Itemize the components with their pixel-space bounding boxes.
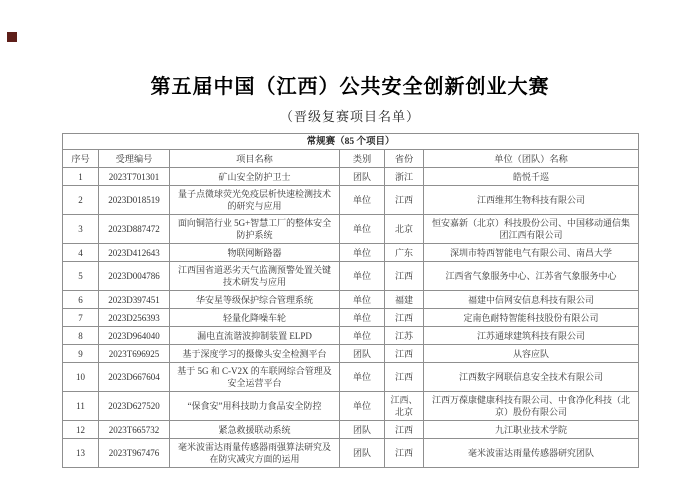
page-title: 第五届中国（江西）公共安全创新创业大赛 bbox=[150, 76, 550, 98]
column-header-acceptance_no: 受理编号 bbox=[99, 150, 170, 168]
column-header-row bbox=[63, 150, 639, 168]
cell-category: 单位 bbox=[340, 327, 385, 345]
cell-category: 团队 bbox=[340, 421, 385, 439]
cell-unit_name: 毫米波雷达雨量传感器研究团队 bbox=[424, 439, 639, 468]
table-row bbox=[63, 363, 639, 392]
cell-unit_name: 从容应队 bbox=[424, 345, 639, 363]
cell-serial: 10 bbox=[63, 363, 99, 392]
cell-province: 北京 bbox=[385, 215, 424, 244]
column-header-project_name: 项目名称 bbox=[170, 150, 340, 168]
cell-project_name: 基于深度学习的摄像头安全检测平台 bbox=[170, 345, 340, 363]
cell-serial: 6 bbox=[63, 291, 99, 309]
table-row bbox=[63, 421, 639, 439]
table-row bbox=[63, 309, 639, 327]
cell-acceptance_no: 2023D627520 bbox=[99, 392, 170, 421]
cell-serial: 5 bbox=[63, 262, 99, 291]
cell-category: 团队 bbox=[340, 345, 385, 363]
cell-province: 江西 bbox=[385, 186, 424, 215]
table-row bbox=[63, 168, 639, 186]
cell-province: 江西 bbox=[385, 439, 424, 468]
cell-province: 江西、北京 bbox=[385, 392, 424, 421]
cell-unit_name: 九江职业技术学院 bbox=[424, 421, 639, 439]
cell-acceptance_no: 2023T701301 bbox=[99, 168, 170, 186]
cell-province: 江苏 bbox=[385, 327, 424, 345]
projects-table bbox=[62, 133, 639, 468]
table-row bbox=[63, 262, 639, 291]
cell-acceptance_no: 2023D412643 bbox=[99, 244, 170, 262]
cell-acceptance_no: 2023T696925 bbox=[99, 345, 170, 363]
cell-acceptance_no: 2023D397451 bbox=[99, 291, 170, 309]
table-row bbox=[63, 215, 639, 244]
section-header-row bbox=[63, 134, 639, 150]
cell-serial: 9 bbox=[63, 345, 99, 363]
cell-acceptance_no: 2023D256393 bbox=[99, 309, 170, 327]
cell-category: 单位 bbox=[340, 363, 385, 392]
section-header: 常规赛（85 个项目） bbox=[63, 134, 639, 150]
cell-category: 单位 bbox=[340, 186, 385, 215]
cell-project_name: 江西国省道恶劣天气监测预警处置关键技术研发与应用 bbox=[170, 262, 340, 291]
cell-province: 江西 bbox=[385, 363, 424, 392]
table-row bbox=[63, 392, 639, 421]
table-row bbox=[63, 291, 639, 309]
column-header-province: 省份 bbox=[385, 150, 424, 168]
cell-category: 单位 bbox=[340, 309, 385, 327]
cell-project_name: 量子点微球荧光免疫层析快速检测技术的研究与应用 bbox=[170, 186, 340, 215]
cell-serial: 4 bbox=[63, 244, 99, 262]
cell-serial: 3 bbox=[63, 215, 99, 244]
cell-province: 浙江 bbox=[385, 168, 424, 186]
cell-acceptance_no: 2023T665732 bbox=[99, 421, 170, 439]
cell-province: 江西 bbox=[385, 345, 424, 363]
cell-project_name: 基于 5G 和 C-V2X 的车联网综合管理及安全运营平台 bbox=[170, 363, 340, 392]
table-row bbox=[63, 345, 639, 363]
column-header-serial: 序号 bbox=[63, 150, 99, 168]
cell-serial: 1 bbox=[63, 168, 99, 186]
cell-serial: 11 bbox=[63, 392, 99, 421]
cell-unit_name: 福建中信网安信息科技有限公司 bbox=[424, 291, 639, 309]
cell-acceptance_no: 2023T967476 bbox=[99, 439, 170, 468]
cell-project_name: 轻量化降噪车轮 bbox=[170, 309, 340, 327]
cell-province: 福建 bbox=[385, 291, 424, 309]
cell-province: 江西 bbox=[385, 421, 424, 439]
cell-serial: 7 bbox=[63, 309, 99, 327]
cell-acceptance_no: 2023D964040 bbox=[99, 327, 170, 345]
table-body bbox=[63, 168, 639, 468]
cell-project_name: 华安星等级保护综合管理系统 bbox=[170, 291, 340, 309]
cell-project_name: 毫米波雷达雨量传感器雨强算法研究及在防灾减灾方面的运用 bbox=[170, 439, 340, 468]
cell-serial: 13 bbox=[63, 439, 99, 468]
cell-category: 单位 bbox=[340, 262, 385, 291]
cell-project_name: “保食安”用科技助力食品安全防控 bbox=[170, 392, 340, 421]
cell-serial: 2 bbox=[63, 186, 99, 215]
cell-category: 单位 bbox=[340, 291, 385, 309]
cell-province: 江西 bbox=[385, 309, 424, 327]
cell-category: 团队 bbox=[340, 168, 385, 186]
table-row bbox=[63, 186, 639, 215]
cell-category: 单位 bbox=[340, 215, 385, 244]
cell-unit_name: 江西省气象服务中心、江苏省气象服务中心 bbox=[424, 262, 639, 291]
cell-province: 江西 bbox=[385, 262, 424, 291]
cell-acceptance_no: 2023D004786 bbox=[99, 262, 170, 291]
cell-unit_name: 定南色耐特智能科技股份有限公司 bbox=[424, 309, 639, 327]
cell-unit_name: 江西维邦生物科技有限公司 bbox=[424, 186, 639, 215]
column-header-unit_name: 单位（团队）名称 bbox=[424, 150, 639, 168]
table-row bbox=[63, 244, 639, 262]
cell-province: 广东 bbox=[385, 244, 424, 262]
cell-unit_name: 江苏通球建筑科技有限公司 bbox=[424, 327, 639, 345]
cell-category: 单位 bbox=[340, 244, 385, 262]
cell-unit_name: 深圳市特西智能电气有限公司、南昌大学 bbox=[424, 244, 639, 262]
cell-acceptance_no: 2023D667604 bbox=[99, 363, 170, 392]
cell-project_name: 紧急救援联动系统 bbox=[170, 421, 340, 439]
table-row bbox=[63, 327, 639, 345]
cell-unit_name: 江西数字网联信息安全技术有限公司 bbox=[424, 363, 639, 392]
cell-unit_name: 皓悦千巡 bbox=[424, 168, 639, 186]
cell-serial: 12 bbox=[63, 421, 99, 439]
cell-acceptance_no: 2023D018519 bbox=[99, 186, 170, 215]
cell-category: 单位 bbox=[340, 392, 385, 421]
cell-project_name: 漏电直流谐波抑制装置 ELPD bbox=[170, 327, 340, 345]
page-subtitle: （晋级复赛项目名单） bbox=[279, 109, 420, 124]
corner-marker bbox=[7, 32, 17, 42]
cell-serial: 8 bbox=[63, 327, 99, 345]
cell-category: 团队 bbox=[340, 439, 385, 468]
cell-project_name: 物联网断路器 bbox=[170, 244, 340, 262]
cell-unit_name: 江西万葆康健康科技有限公司、中食净化科技（北京）股份有限公司 bbox=[424, 392, 639, 421]
cell-project_name: 矿山安全防护卫士 bbox=[170, 168, 340, 186]
cell-project_name: 面向铜箔行业 5G+智慧工厂的整体安全防护系统 bbox=[170, 215, 340, 244]
cell-acceptance_no: 2023D887472 bbox=[99, 215, 170, 244]
cell-unit_name: 恒安嘉新（北京）科技股份公司、中国移动通信集团江西有限公司 bbox=[424, 215, 639, 244]
column-header-category: 类别 bbox=[340, 150, 385, 168]
table-row bbox=[63, 439, 639, 468]
